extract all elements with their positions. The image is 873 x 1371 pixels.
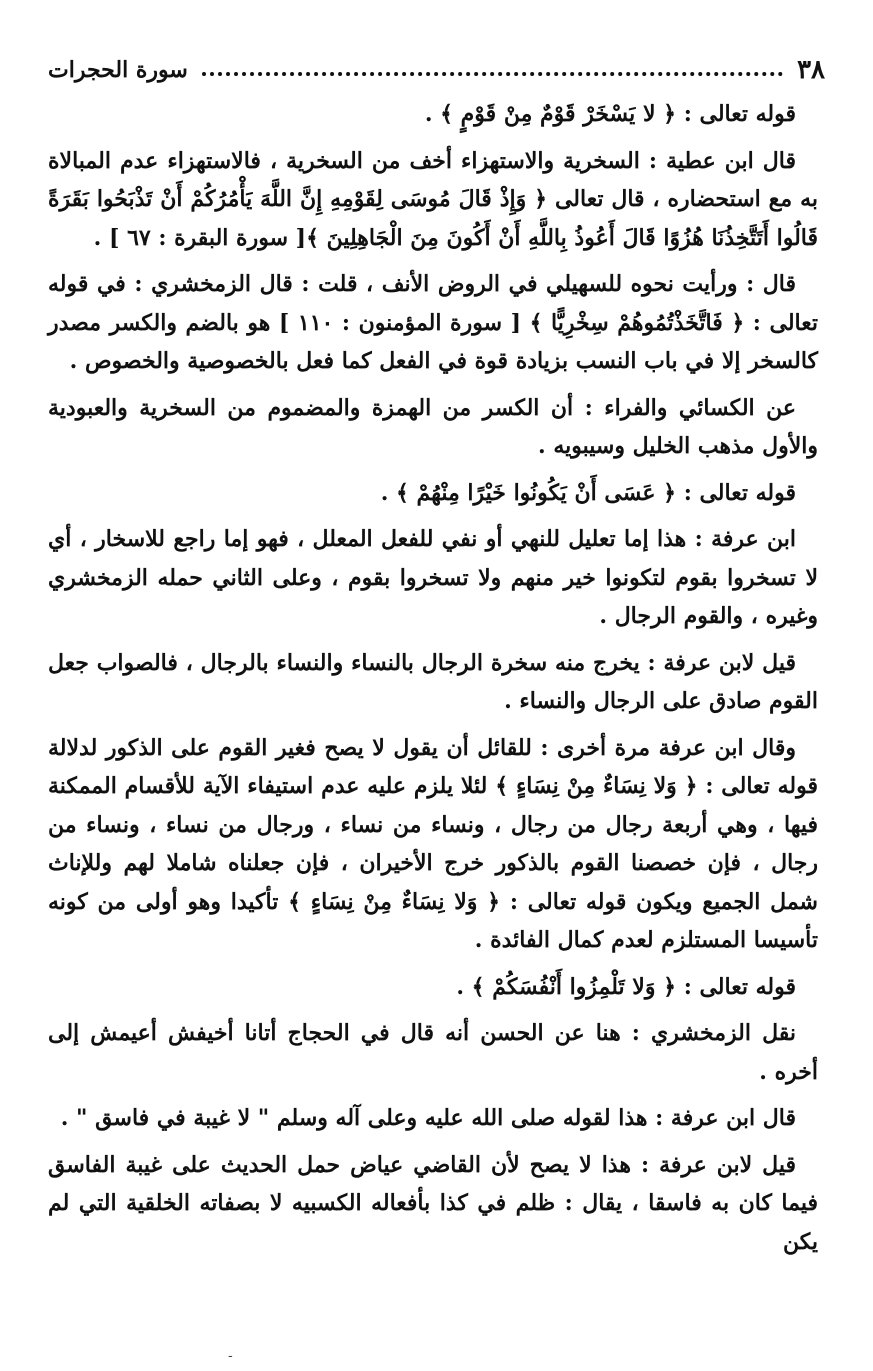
paragraph-10: نقل الزمخشري : هنا عن الحسن أنه قال في الحجاج أتانا أخيفش أعيمش إلى أخره . xyxy=(48,1020,818,1085)
paragraph-2: قال ابن عطية : السخرية والاستهزاء أخف من السخرية ، فالاستهزاء عدم المبالاة به مع استحضاره ، قال تعالى ﴿ وَإِذْ قَالَ مُوسَى لِقَوْمِهِ إِنَّ اللَّهَ يَأْمُرُكُمْ أَنْ تَذْبَحُوا بَقَرَةً قَالُوا أَتَتَّخِذُنَا هُزُوًا قَالَ أَعُوذُ بِاللَّهِ أَنْ أَكُونَ مِنَ الْجَاهِلِينَ ﴾[ سورة البقرة : ٦٧ ] . xyxy=(48,147,818,251)
paragraph-8: وقال ابن عرفة مرة أخرى : للقائل أن يقول لا يصح فغير القوم على الذكور لدلالة قوله تعالى : ﴿ وَلا نِسَاءٌ مِنْ نِسَاءٍ ﴾ لئلا يلزم عليه عدم استيفاء الآية للأقسام الممكنة فيها ، وهي أربعة رجال من رجال ، ونساء من نساء ، ورجال من نساء ، ونساء من رجال ، فإن خصصنا القوم بالذكور خرج الأخيران ، فإن جعلناه شاملا لهم وللإناث شمل الجميع ويكون قوله تعالى : ﴿ وَلا نِسَاءٌ مِنْ نِسَاءٍ ﴾ تأكيدا وهو أولى من كونه تأسيسا المستلزم لعدم كمال الفائدة . xyxy=(48,734,818,953)
paragraph-4: عن الكسائي والفراء : أن الكسر من الهمزة والمضموم من السخرية والعبودية والأول مذهب الخليل وسيبويه . xyxy=(48,394,818,459)
running-title: سورة الحجرات xyxy=(48,57,188,83)
body-text xyxy=(48,95,818,1269)
paragraph-5: قوله تعالى : ﴿ عَسَى أَنْ يَكُونُوا خَيْرًا مِنْهُمْ ﴾ . xyxy=(380,479,796,506)
paragraph-12: قيل لابن عرفة : هذا لا يصح لأن القاضي عياض حمل الحديث على غيبة الفاسق فيما كان به فاسقا ، يقال : ظلم في كذا بأفعاله الكسبيه لا بصفاته الخلقية التي لم يكن xyxy=(48,1151,818,1255)
scan-speck: - xyxy=(228,1348,233,1364)
page-number: ٣٨ xyxy=(797,55,825,85)
paragraph-7: قيل لابن عرفة : يخرج منه سخرة الرجال بالنساء والنساء بالرجال ، فالصواب جعل القوم صادق على الرجال والنساء . xyxy=(48,649,818,714)
header-dotted-rule xyxy=(202,72,783,76)
paragraph-1: قوله تعالى : ﴿ لا يَسْخَرْ قَوْمٌ مِنْ قَوْمٍ ﴾ . xyxy=(424,101,796,127)
paragraph-9: قوله تعالى : ﴿ وَلا تَلْمِزُوا أَنْفُسَكُمْ ﴾ . xyxy=(456,973,796,1000)
paragraph-11: قال ابن عرفة : هذا لقوله صلى الله عليه وعلى آله وسلم " لا غيبة في فاسق " . xyxy=(60,1105,796,1131)
paragraph-6: ابن عرفة : هذا إما تعليل للنهي أو نفي للفعل المعلل ، فهو إما راجع للاسخار ، أي لا تسخروا بقوم لتكونوا خير منهم ولا تسخروا بقوم ، وعلى الثاني حمله الزمخشري وغيره ، والقوم الرجال . xyxy=(48,526,818,629)
page-header xyxy=(48,50,825,90)
paragraph-3: قال : ورأيت نحوه للسهيلي في الروض الأنف ، قلت : قال الزمخشري : في قوله تعالى : ﴿ فَاتَّخَذْتُمُوهُمْ سِخْرِيًّا ﴾ [ سورة المؤمنون : ١١٠ ] هو بالضم والكسر مصدر كالسخر إلا في باب النسب بزيادة قوة في الفعل كما فعل بالخصوصية والخصوص . xyxy=(48,271,818,374)
